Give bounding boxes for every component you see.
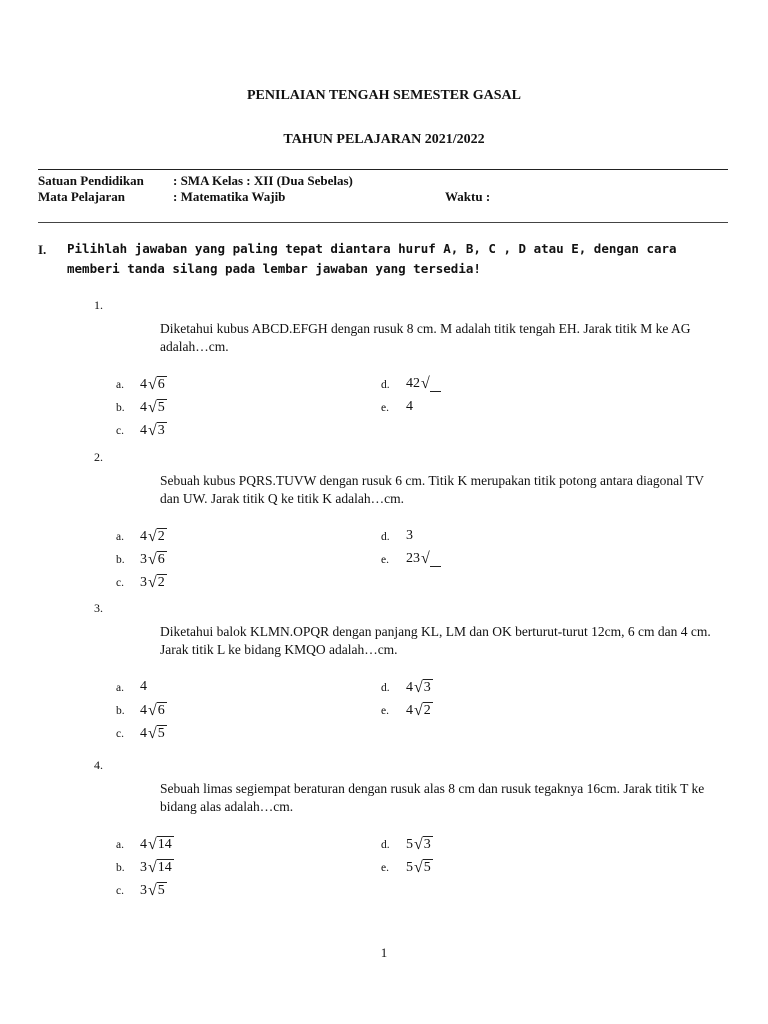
option-value bbox=[140, 882, 167, 899]
sqrt-icon: √ bbox=[148, 859, 157, 876]
option-letter: a. bbox=[116, 379, 124, 391]
option-letter: a. bbox=[116, 839, 124, 851]
option-value bbox=[140, 725, 167, 742]
header-top-rule bbox=[38, 169, 728, 170]
option-coefficient: 4 bbox=[140, 726, 147, 741]
option-value bbox=[140, 422, 167, 439]
option-radicand: 3 bbox=[423, 680, 431, 695]
option-letter: a. bbox=[116, 682, 124, 694]
option-letter: e. bbox=[381, 402, 389, 414]
option-letter: d. bbox=[381, 531, 390, 543]
option-value bbox=[140, 528, 167, 545]
option-coefficient: 4 bbox=[406, 399, 413, 414]
option-coefficient: 4 bbox=[140, 423, 147, 438]
option-radicand: 2 bbox=[157, 575, 165, 590]
sqrt-icon: √ bbox=[148, 551, 157, 568]
option-coefficient: 4 bbox=[140, 837, 147, 852]
option-radicand: 14 bbox=[157, 860, 172, 875]
option-value bbox=[406, 376, 441, 392]
sqrt-icon: √ bbox=[148, 725, 157, 742]
option-value bbox=[140, 399, 167, 416]
sqrt-icon: √ bbox=[414, 859, 423, 876]
option-letter: b. bbox=[116, 705, 125, 717]
waktu-label: Waktu : bbox=[445, 189, 491, 204]
question-number: 2. bbox=[94, 450, 103, 464]
mapel-label: Mata Pelajaran bbox=[38, 189, 126, 204]
sqrt-icon: √ bbox=[148, 422, 157, 439]
sqrt-icon: √ bbox=[148, 836, 157, 853]
sqrt-icon: √ bbox=[148, 376, 157, 393]
option-coefficient: 4 bbox=[140, 529, 147, 544]
question-number: 1. bbox=[94, 298, 103, 312]
exam-title: PENILAIAN TENGAH SEMESTER GASAL bbox=[247, 88, 521, 103]
option-radicand: 2 bbox=[423, 703, 431, 718]
question-number: 4. bbox=[94, 758, 103, 772]
sqrt-icon: √ bbox=[148, 528, 157, 545]
sqrt-icon: √ bbox=[414, 702, 423, 719]
option-coefficient: 3 bbox=[140, 552, 147, 567]
option-letter: e. bbox=[381, 705, 389, 717]
option-radicand bbox=[430, 391, 441, 392]
option-letter: d. bbox=[381, 379, 390, 391]
option-letter: e. bbox=[381, 862, 389, 874]
option-value bbox=[140, 836, 174, 853]
satuan-label: Satuan Pendidikan bbox=[38, 173, 144, 188]
header-bottom-rule bbox=[38, 222, 728, 223]
page-number: 1 bbox=[380, 945, 388, 960]
sqrt-icon: √ bbox=[414, 679, 423, 696]
option-letter: b. bbox=[116, 862, 125, 874]
option-value bbox=[406, 399, 413, 415]
option-coefficient: 5 bbox=[406, 837, 413, 852]
option-coefficient: 3 bbox=[140, 575, 147, 590]
sqrt-icon: √ bbox=[148, 702, 157, 719]
option-coefficient: 4 bbox=[140, 400, 147, 415]
option-value bbox=[140, 702, 167, 719]
sqrt-icon: √ bbox=[421, 375, 430, 392]
question-text: Sebuah limas segiempat beraturan dengan rusuk alas 8 cm dan rusuk tegaknya 16cm. Jarak titik T ke bidang alas adalah…cm. bbox=[160, 781, 705, 814]
option-coefficient: 3 bbox=[406, 528, 413, 543]
option-value bbox=[406, 836, 433, 853]
option-radicand: 14 bbox=[157, 837, 172, 852]
option-radicand: 3 bbox=[157, 423, 165, 438]
option-letter: e. bbox=[381, 554, 389, 566]
question-text: Sebuah kubus PQRS.TUVW dengan rusuk 6 cm. Titik K merupakan titik potong antara diagonal TV dan UW. Jarak titik Q ke titik K adalah…cm. bbox=[160, 473, 704, 506]
option-coefficient: 23 bbox=[406, 551, 420, 566]
section-number: I. bbox=[38, 242, 47, 257]
option-radicand: 3 bbox=[423, 837, 431, 852]
satuan-value: : SMA Kelas : XII (Dua Sebelas) bbox=[173, 173, 353, 188]
question-text: Diketahui balok KLMN.OPQR dengan panjang KL, LM dan OK berturut-turut 12cm, 6 cm dan 4 cm. Jarak titik L ke bidang KMQO adalah…cm. bbox=[160, 624, 711, 657]
question-text: Diketahui kubus ABCD.EFGH dengan rusuk 8 cm. M adalah titik tengah EH. Jarak titik M ke AG adalah…cm. bbox=[160, 321, 691, 354]
option-value bbox=[406, 528, 413, 544]
option-coefficient: 42 bbox=[406, 376, 420, 391]
option-value bbox=[406, 702, 433, 719]
option-value bbox=[140, 859, 174, 876]
sqrt-icon: √ bbox=[414, 836, 423, 853]
option-radicand: 6 bbox=[157, 703, 165, 718]
option-value bbox=[406, 679, 433, 696]
school-year: TAHUN PELAJARAN 2021/2022 bbox=[283, 132, 485, 147]
option-coefficient: 3 bbox=[140, 860, 147, 875]
option-letter: c. bbox=[116, 728, 124, 740]
option-letter: c. bbox=[116, 885, 124, 897]
option-letter: c. bbox=[116, 425, 124, 437]
question-number: 3. bbox=[94, 601, 103, 615]
option-coefficient: 4 bbox=[406, 703, 413, 718]
option-letter: b. bbox=[116, 554, 125, 566]
option-value bbox=[140, 376, 167, 393]
option-radicand: 6 bbox=[157, 552, 165, 567]
option-value bbox=[140, 574, 167, 591]
mapel-value: : Matematika Wajib bbox=[173, 189, 286, 204]
option-value bbox=[406, 859, 433, 876]
sqrt-icon: √ bbox=[148, 399, 157, 416]
option-radicand: 5 bbox=[157, 883, 165, 898]
option-radicand: 6 bbox=[157, 377, 165, 392]
option-radicand: 5 bbox=[423, 860, 431, 875]
option-coefficient: 5 bbox=[406, 860, 413, 875]
option-radicand: 5 bbox=[157, 400, 165, 415]
option-letter: d. bbox=[381, 839, 390, 851]
option-coefficient: 4 bbox=[140, 377, 147, 392]
option-coefficient: 3 bbox=[140, 883, 147, 898]
option-value bbox=[140, 551, 167, 568]
option-coefficient: 4 bbox=[406, 680, 413, 695]
option-value bbox=[406, 551, 441, 567]
option-radicand: 2 bbox=[157, 529, 165, 544]
option-letter: d. bbox=[381, 682, 390, 694]
sqrt-icon: √ bbox=[148, 882, 157, 899]
sqrt-icon: √ bbox=[421, 550, 430, 567]
section-instruction: Pilihlah jawaban yang paling tepat diantara huruf A, B, C , D atau E, dengan cara memberi tanda silang pada lembar jawaban yang tersedia! bbox=[67, 241, 677, 276]
sqrt-icon: √ bbox=[148, 574, 157, 591]
option-letter: c. bbox=[116, 577, 124, 589]
option-radicand: 5 bbox=[157, 726, 165, 741]
option-coefficient: 4 bbox=[140, 703, 147, 718]
option-coefficient: 4 bbox=[140, 679, 147, 694]
option-letter: b. bbox=[116, 402, 125, 414]
option-letter: a. bbox=[116, 531, 124, 543]
option-value bbox=[140, 679, 147, 695]
option-radicand bbox=[430, 566, 441, 567]
